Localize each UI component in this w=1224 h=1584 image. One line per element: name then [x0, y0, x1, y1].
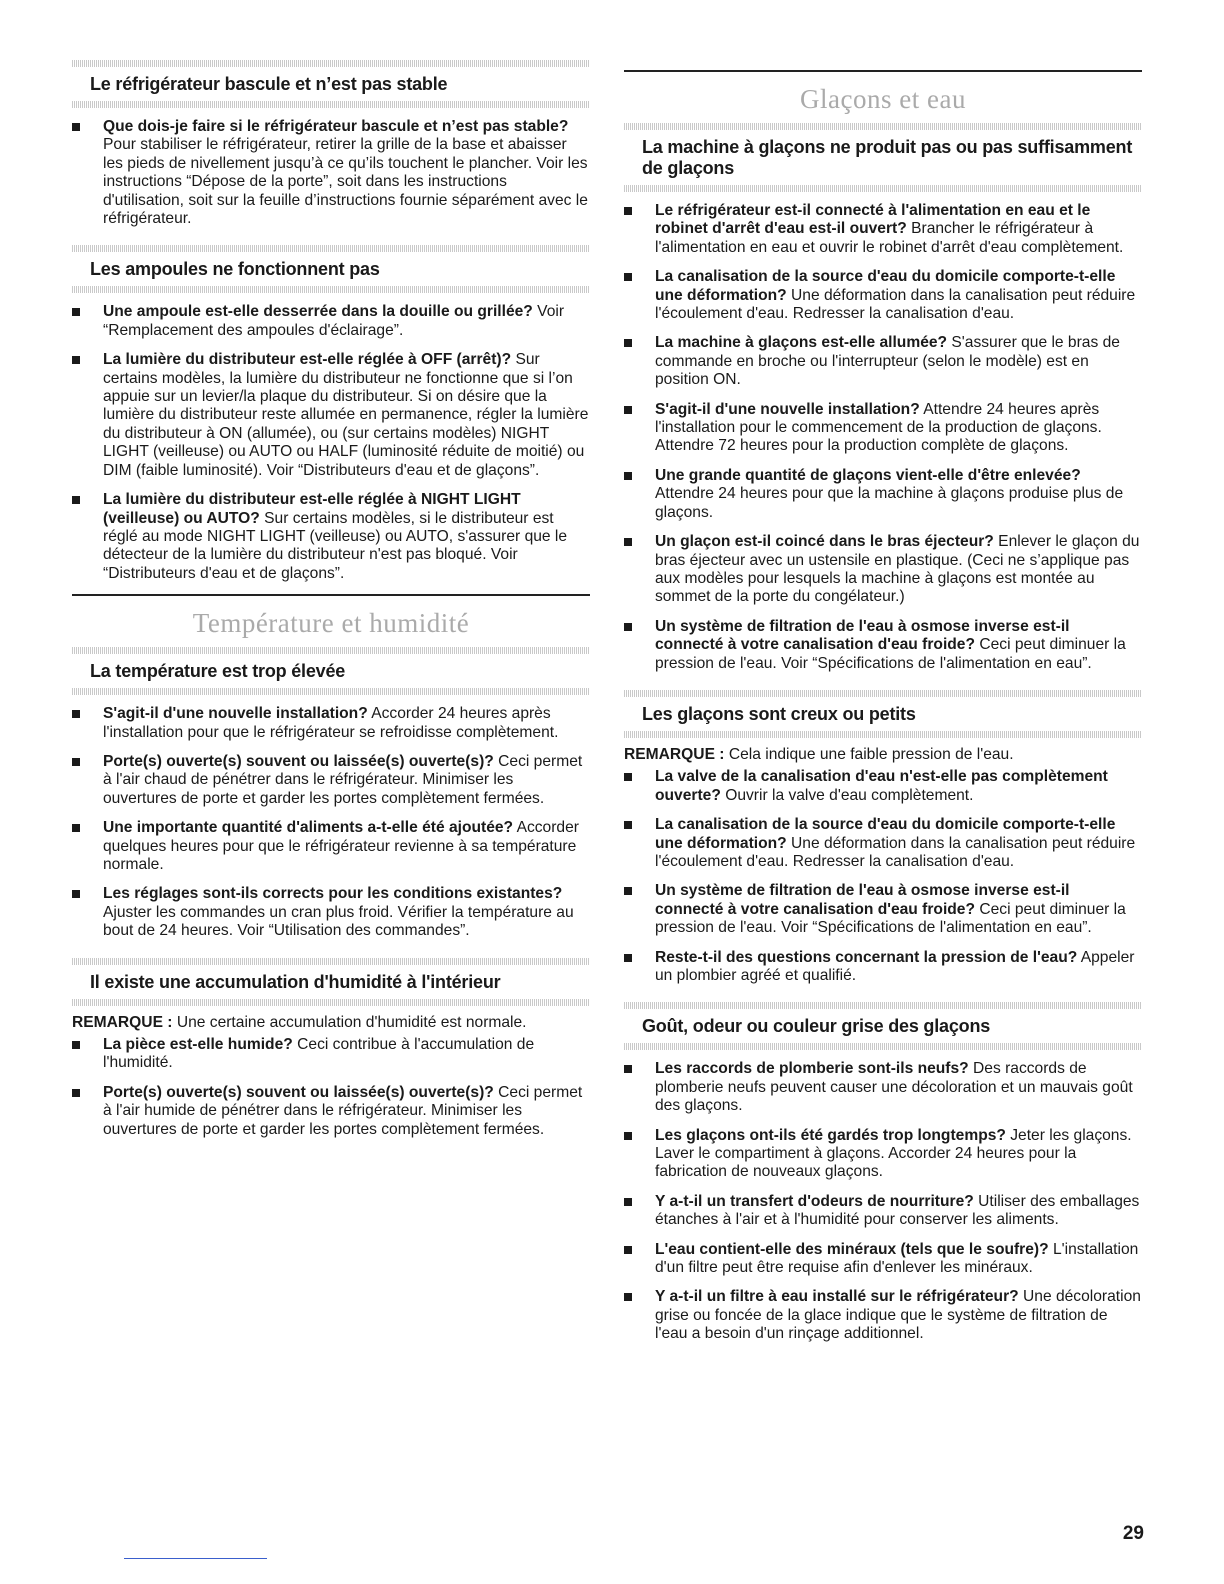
list-item: Y a-t-il un transfert d'odeurs de nourriture? Utiliser des emballages étanches à l'air et à l'humidité pour conserver les aliments. — [624, 1193, 1142, 1230]
note: REMARQUE : Cela indique une faible pression de l'eau. — [624, 745, 1014, 763]
section-divider — [72, 688, 590, 695]
section-divider — [72, 647, 590, 654]
chapter-heading: Température et humidité — [192, 608, 470, 639]
section-title: Les ampoules ne fonctionnent pas — [90, 259, 380, 280]
section-divider — [72, 245, 590, 252]
section-title: La machine à glaçons ne produit pas ou pas suffisamment de glaçons — [642, 137, 1133, 178]
list-item: Une grande quantité de glaçons vient-elle d'être enlevée? Attendre 24 heures pour que la machine à glaçons produise plus de glaçons. — [624, 467, 1142, 522]
list-item: La machine à glaçons est-elle allumée? S'assurer que le bras de commande en broche ou l'interrupteur (selon le modèle) est en position ON. — [624, 334, 1142, 389]
list-item: L'eau contient-elle des minéraux (tels que le soufre)? L'installation d'un filtre peut être requise afin d'enlever les minéraux. — [624, 1241, 1142, 1278]
list-item: La valve de la canalisation d'eau n'est-elle pas complètement ouverte? Ouvrir la valve d'eau complètement. — [624, 768, 1142, 805]
question-list — [72, 303, 590, 583]
section-title: Les glaçons sont creux ou petits — [642, 703, 916, 724]
section-divider — [72, 101, 590, 108]
question-list — [72, 118, 590, 228]
list-item: Reste-t-il des questions concernant la pression de l'eau? Appeler un plombier agréé et qualifié. — [624, 949, 1142, 986]
chapter-rule — [72, 594, 590, 596]
section-divider — [624, 1043, 1142, 1050]
list-item: S'agit-il d'une nouvelle installation? Attendre 24 heures après l'installation pour le commencement de la production de glaçons. Attendre 72 heures pour la production complète de glaçons. — [624, 401, 1142, 456]
question-list — [624, 1060, 1142, 1343]
page-number: 29 — [1122, 1523, 1144, 1544]
list-item: La canalisation de la source d'eau du domicile comporte-t-elle une déformation? Une déformation dans la canalisation peut réduire l'écoulement d'eau. Redresser la canalisation d'eau. — [624, 816, 1142, 871]
section-divider — [624, 1002, 1142, 1009]
section-divider — [624, 731, 1142, 738]
section-title: La température est trop élevée — [90, 661, 346, 682]
list-item: Un système de filtration de l'eau à osmose inverse est-il connecté à votre canalisation d'eau froide? Ceci peut diminuer la pression de l'eau. Voir “Spécifications de l'alimentation en eau”. — [624, 618, 1142, 673]
list-item: S'agit-il d'une nouvelle installation? Accorder 24 heures après l'installation pour que le réfrigérateur se refroidisse complètement. — [72, 705, 590, 742]
list-item: Une ampoule est-elle desserrée dans la douille ou grillée? Voir “Remplacement des ampoules d'éclairage”. — [72, 303, 590, 340]
list-item: Porte(s) ouverte(s) souvent ou laissée(s) ouverte(s)? Ceci permet à l'air humide de pénétrer dans le réfrigérateur. Minimiser les ouvertures de porte et garder les portes complètement fermées. — [72, 1084, 590, 1139]
right-column — [624, 60, 1142, 1355]
section-divider — [72, 958, 590, 965]
section-divider — [624, 185, 1142, 192]
section-divider — [72, 999, 590, 1006]
section-divider — [72, 60, 590, 67]
list-item: Les raccords de plomberie sont-ils neufs? Des raccords de plomberie neufs peuvent causer une décoloration et un mauvais goût des glaçons. — [624, 1060, 1142, 1115]
section-title: Le réfrigérateur bascule et n’est pas stable — [90, 74, 448, 94]
list-item: La canalisation de la source d'eau du domicile comporte-t-elle une déformation? Une déformation dans la canalisation peut réduire l'écoulement d'eau. Redresser la canalisation d'eau. — [624, 268, 1142, 323]
note: REMARQUE : Une certaine accumulation d'humidité est normale. — [72, 1013, 527, 1031]
list-item: La lumière du distributeur est-elle réglée à NIGHT LIGHT (veilleuse) ou AUTO? Sur certains modèles, si le distributeur est réglé au mode NIGHT LIGHT (veilleuse) ou AUTO, s'assurer que le détecteur de la lumière du distributeur n'est pas bloqué. Voir “Distributeurs d'eau et de glaçons”. — [72, 491, 590, 583]
list-item: Le réfrigérateur est-il connecté à l'alimentation en eau et le robinet d'arrêt d'eau est-il ouvert? Brancher le réfrigérateur à l'alimentation en eau et ouvrir le robinet d'arrêt d'eau complètement. — [624, 202, 1142, 257]
list-item: Une importante quantité d'aliments a-t-elle été ajoutée? Accorder quelques heures pour que le réfrigérateur revienne à sa température normale. — [72, 819, 590, 874]
section-title: Goût, odeur ou couleur grise des glaçons — [642, 1016, 991, 1037]
section-divider — [624, 123, 1142, 130]
list-item: Un système de filtration de l'eau à osmose inverse est-il connecté à votre canalisation d'eau froide? Ceci peut diminuer la pression de l'eau. Voir “Spécifications de l'alimentation en eau”. — [624, 882, 1142, 937]
section-title: Il existe une accumulation d'humidité à l'intérieur — [90, 971, 501, 992]
list-item: La lumière du distributeur est-elle réglée à OFF (arrêt)? Sur certains modèles, la lumière du distributeur ne fonctionne que si l’on appuie sur un levier/la plaque du distributeur. Si on désire que la lumière du distributeur reste allumée en permanence, régler la lumière du distributeur à ON (allumée), ou (sur certains modèles) NIGHT LIGHT (veilleuse) ou AUTO ou HALF (luminosité réduite de moitié) ou DIM (faible luminosité). Voir “Distributeurs d'eau et de glaçons”. — [72, 351, 590, 480]
section-divider — [624, 690, 1142, 697]
section-divider — [72, 286, 590, 293]
chapter-rule — [624, 70, 1142, 72]
footer-line — [124, 1558, 267, 1559]
question-list — [72, 705, 590, 940]
list-item: Un glaçon est-il coincé dans le bras éjecteur? Enlever le glaçon du bras éjecteur avec un ustensile en plastique. (Ceci ne s’applique pas aux modèles pour lesquels la machine à glaçons est montée au sommet de la porte du congélateur.) — [624, 533, 1142, 607]
left-column — [72, 60, 590, 1150]
question-list — [72, 1036, 590, 1139]
list-item: Porte(s) ouverte(s) souvent ou laissée(s) ouverte(s)? Ceci permet à l'air chaud de pénétrer dans le réfrigérateur. Minimiser les ouvertures de porte et garder les portes complètement fermées. — [72, 753, 590, 808]
list-item: Les réglages sont-ils corrects pour les conditions existantes? Ajuster les commandes un cran plus froid. Vérifier la température au bout de 24 heures. Voir “Utilisation des commandes”. — [72, 885, 590, 940]
question-list — [624, 202, 1142, 673]
list-item: Les glaçons ont-ils été gardés trop longtemps? Jeter les glaçons. Laver le compartiment à glaçons. Accorder 24 heures pour la fabrication de nouveaux glaçons. — [624, 1127, 1142, 1182]
list-item: Que dois-je faire si le réfrigérateur bascule et n’est pas stable? Pour stabiliser le réfrigérateur, retirer la grille de la base et abaisser les pieds de nivellement jusqu’à ce qu’ils touchent le plancher. Voir les instructions “Dépose de la porte”, soit dans les instructions d'utilisation, soit sur la feuille d’instructions fournie séparément avec le réfrigérateur. — [72, 118, 590, 228]
chapter-heading: Glaçons et eau — [800, 84, 966, 114]
question-list — [624, 768, 1142, 985]
list-item: La pièce est-elle humide? Ceci contribue à l'accumulation de l'humidité. — [72, 1036, 590, 1073]
list-item: Y a-t-il un filtre à eau installé sur le réfrigérateur? Une décoloration grise ou foncée de la glace indique que le système de filtration de l'eau a besoin d'un rinçage additionnel. — [624, 1288, 1142, 1343]
